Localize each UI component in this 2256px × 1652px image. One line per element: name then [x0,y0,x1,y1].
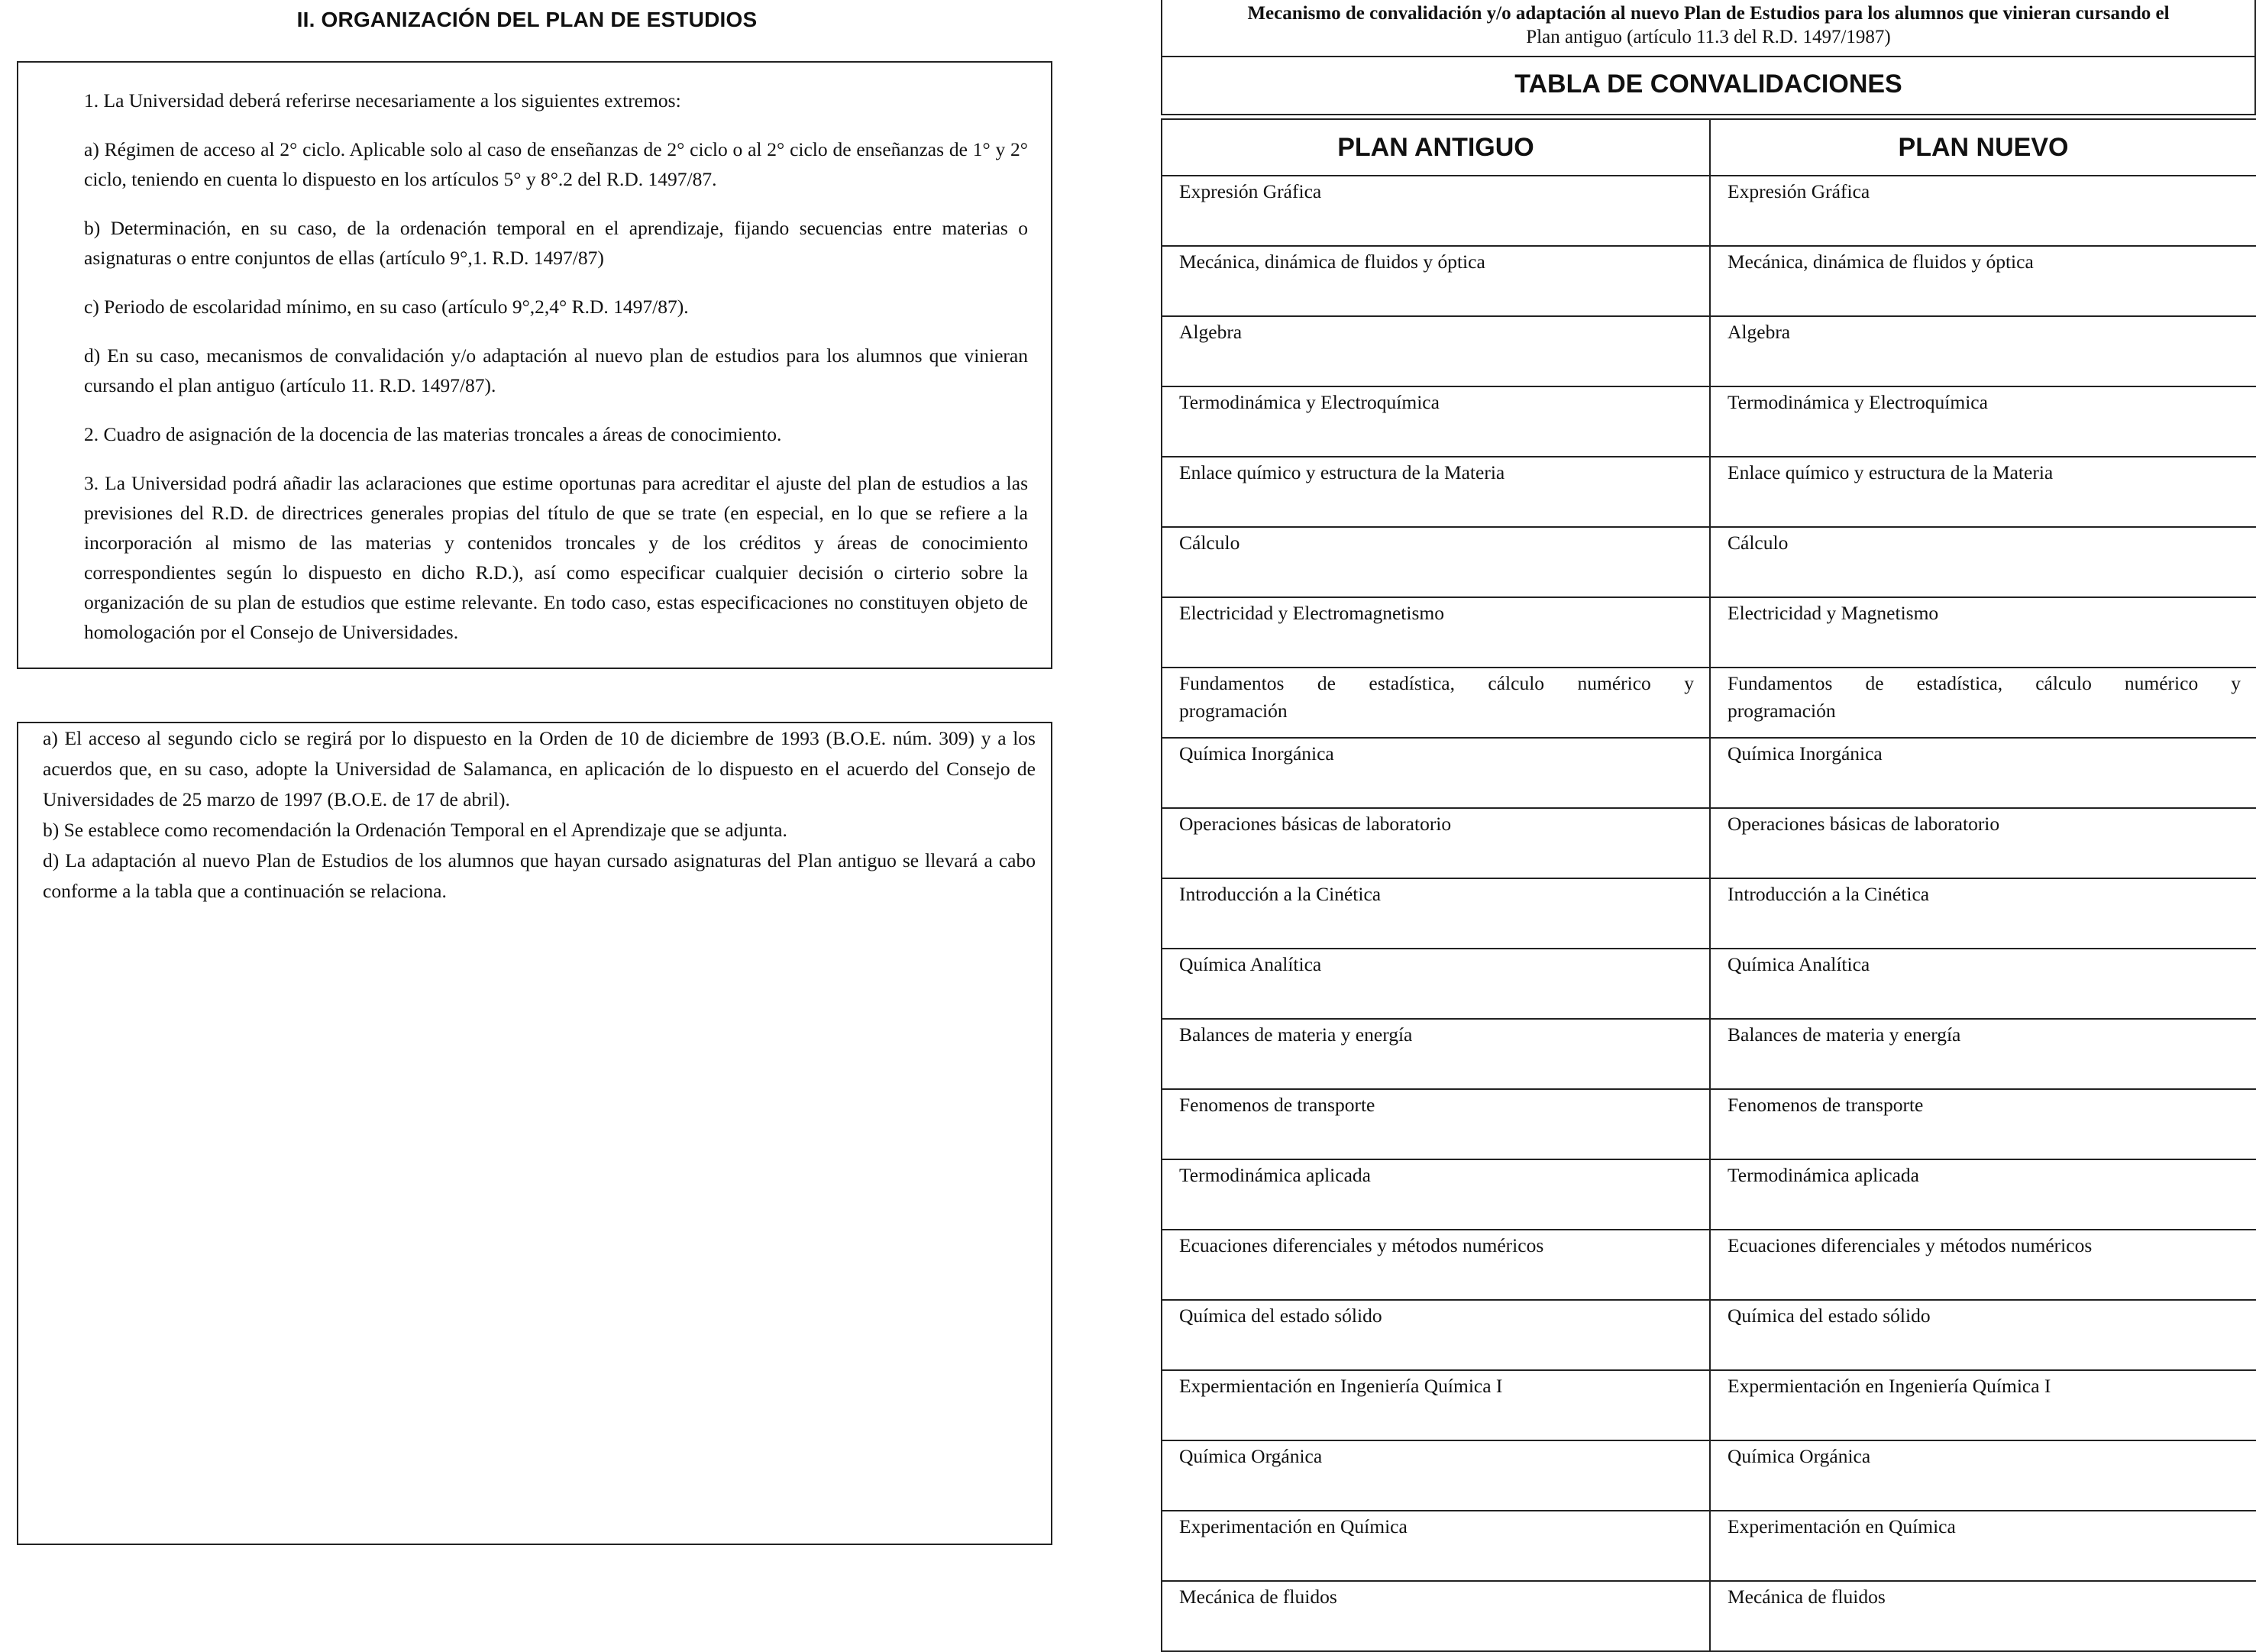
cell-text: Mecánica, dinámica de fluidos y óptica [1728,251,2034,273]
cell-plan-nuevo [1710,878,2256,949]
cell-text: Cálculo [1179,532,1240,554]
cell-text: Termodinámica y Electroquímica [1728,391,1988,413]
cell-text: Fenomenos de transporte [1179,1094,1375,1116]
table-row [1162,668,2256,738]
cell-plan-antiguo [1162,1300,1710,1370]
cell-text: Fenomenos de transporte [1728,1094,1924,1116]
table-row [1162,386,2256,457]
instructions-text [84,86,1028,666]
cell-plan-antiguo [1162,1581,1710,1651]
cell-plan-antiguo [1162,738,1710,808]
cell-text-line: programación [1179,700,1288,722]
cell-text: Balances de materia y energía [1179,1023,1413,1046]
cell-plan-nuevo [1710,1511,2256,1581]
cell-plan-nuevo [1710,527,2256,597]
cell-text-line: Fundamentos de estadística, cálculo numérico y [1179,672,1694,694]
cell-plan-antiguo [1162,1019,1710,1089]
cell-text: Termodinámica aplicada [1728,1164,1919,1186]
cell-text: Enlace químico y estructura de la Materia [1179,461,1505,483]
cell-text: Mecánica, dinámica de fluidos y óptica [1179,251,1485,273]
cell-plan-nuevo [1710,1440,2256,1511]
table-row [1162,527,2256,597]
convalidation-table [1161,118,2256,1652]
response-paragraph: a) El acceso al segundo ciclo se regirá por lo dispuesto en la Orden de 10 de diciembre de 1993 (B.O.E. núm. 309) y a los acuerdos que, en su caso, adopte la Universidad de Salamanca, en aplicación de lo dispuesto en el acuerdo del Consejo de Universidades de 25 marzo de 1997 (B.O.E. de 17 de abril). [43,727,1036,810]
cell-plan-antiguo [1162,878,1710,949]
cell-plan-nuevo [1710,386,2256,457]
cell-text: Química Orgánica [1728,1445,1871,1467]
cell-text: Expermientación en Ingeniería Química I [1728,1375,2051,1397]
cell-text: Ecuaciones diferenciales y métodos numéricos [1179,1234,1544,1256]
cell-text: Mecánica de fluidos [1728,1586,1886,1608]
cell-text: Algebra [1728,321,1791,343]
header-line: Mecanismo de convalidación y/o adaptación al nuevo Plan de Estudios para los alumnos que vinieran cursando el [1247,3,2170,24]
table-header-row [1162,119,2256,176]
cell-text: Operaciones básicas de laboratorio [1179,813,1452,835]
cell-plan-nuevo [1710,1089,2256,1159]
table-row [1162,738,2256,808]
column-header-plan-antiguo: PLAN ANTIGUO [1162,119,1710,176]
table-row [1162,316,2256,386]
cell-plan-nuevo [1710,1370,2256,1440]
table-row [1162,1511,2256,1581]
cell-text: Experimentación en Química [1728,1515,1956,1537]
cell-text-line: programación [1728,700,1836,722]
cell-text: Balances de materia y energía [1728,1023,1961,1046]
table-title: TABLA DE CONVALIDACIONES [1161,57,2256,115]
convalidation-header [1161,0,2256,57]
table-row [1162,1300,2256,1370]
cell-plan-antiguo [1162,316,1710,386]
cell-plan-antiguo [1162,1230,1710,1300]
cell-plan-antiguo [1162,808,1710,878]
cell-plan-nuevo [1710,1159,2256,1230]
cell-text: Química del estado sólido [1728,1304,1931,1327]
cell-plan-antiguo [1162,1089,1710,1159]
cell-plan-nuevo [1710,1581,2256,1651]
cell-plan-antiguo [1162,668,1710,738]
cell-text: Operaciones básicas de laboratorio [1728,813,2000,835]
cell-plan-antiguo [1162,1511,1710,1581]
response-paragraph: b) Se establece como recomendación la Ordenación Temporal en el Aprendizaje que se adjunta. [43,819,787,841]
table-row [1162,1159,2256,1230]
cell-text: Expresión Gráfica [1179,180,1322,202]
cell-text: Cálculo [1728,532,1789,554]
cell-text: Experimentación en Química [1179,1515,1408,1537]
cell-plan-nuevo [1710,176,2256,246]
cell-plan-antiguo [1162,246,1710,316]
column-header-plan-nuevo: PLAN NUEVO [1710,119,2256,176]
table-row [1162,457,2256,527]
cell-text: Ecuaciones diferenciales y métodos numéricos [1728,1234,2093,1256]
cell-text: Algebra [1179,321,1243,343]
cell-text-line: Fundamentos de estadística, cálculo numérico y [1728,672,2241,694]
response-paragraph: d) La adaptación al nuevo Plan de Estudios de los alumnos que hayan cursado asignaturas del Plan antiguo se llevará a cabo conforme a la tabla que a continuación se relaciona. [43,849,1036,902]
cell-text: Termodinámica y Electroquímica [1179,391,1440,413]
cell-text: Introducción a la Cinética [1728,883,1930,905]
cell-plan-antiguo [1162,386,1710,457]
cell-plan-antiguo [1162,527,1710,597]
header-line: Plan antiguo (artículo 11.3 del R.D. 1497/1987) [1526,27,1891,47]
cell-plan-nuevo [1710,949,2256,1019]
table-row [1162,1370,2256,1440]
cell-plan-antiguo [1162,176,1710,246]
instruction-paragraph: b) Determinación, en su caso, de la ordenación temporal en el aprendizaje, fijando secuencias entre materias o asignaturas o entre conjuntos de ellas (artículo 9°,1. R.D. 1497/87) [84,217,1028,269]
cell-plan-nuevo [1710,457,2256,527]
table-row [1162,1581,2256,1651]
cell-plan-antiguo [1162,457,1710,527]
cell-text: Expresión Gráfica [1728,180,1870,202]
section-title: II. ORGANIZACIÓN DEL PLAN DE ESTUDIOS [296,8,758,31]
cell-text: Termodinámica aplicada [1179,1164,1371,1186]
cell-text: Mecánica de fluidos [1179,1586,1337,1608]
instruction-paragraph: 3. La Universidad podrá añadir las aclaraciones que estime oportunas para acreditar el ajuste del plan de estudios a las previsiones del R.D. de directrices generales propias del título de que se trate (en especial, en lo que se refiere a la incorporación al mismo de las materias y contenidos troncales y de los créditos y áreas de conocimiento correspondientes según lo dispuesto en dicho R.D.), así como especificar cualquier decisión o cirterio sobre la organización de su plan de estudios que estime relevante. En todo caso, estas especificaciones no constituyen objeto de homologación por el Consejo de Universidades. [84,472,1028,643]
cell-plan-nuevo [1710,1300,2256,1370]
cell-text: Química Analítica [1728,953,1870,975]
instruction-paragraph: d) En su caso, mecanismos de convalidación y/o adaptación al nuevo plan de estudios para los alumnos que vinieran cursando el plan antiguo (artículo 11. R.D. 1497/87). [84,344,1028,396]
response-box [17,722,1052,1545]
table-body [1162,176,2256,1651]
cell-text: Electricidad y Magnetismo [1728,602,1939,624]
cell-plan-antiguo [1162,1370,1710,1440]
cell-plan-antiguo [1162,949,1710,1019]
cell-plan-nuevo [1710,316,2256,386]
cell-text: Química Inorgánica [1179,742,1334,765]
table-row [1162,246,2256,316]
table-row [1162,949,2256,1019]
instruction-paragraph: c) Periodo de escolaridad mínimo, en su caso (artículo 9°,2,4° R.D. 1497/87). [84,296,689,318]
instruction-paragraph: a) Régimen de acceso al 2° ciclo. Aplicable solo al caso de enseñanzas de 2° ciclo o al 2° ciclo de enseñanzas de 1° y 2° ciclo, teniendo en cuenta lo dispuesto en los artículos 5° y 8°.2 del R.D. 1497/87. [84,138,1028,190]
cell-text: Química Inorgánica [1728,742,1883,765]
cell-plan-nuevo [1710,668,2256,738]
instructions-box [17,61,1052,669]
cell-plan-nuevo [1710,1019,2256,1089]
table-row [1162,176,2256,246]
cell-text: Expermientación en Ingeniería Química I [1179,1375,1503,1397]
cell-plan-nuevo [1710,808,2256,878]
cell-plan-nuevo [1710,738,2256,808]
table-row [1162,1440,2256,1511]
cell-plan-nuevo [1710,1230,2256,1300]
response-text [43,723,1036,907]
instruction-paragraph: 2. Cuadro de asignación de la docencia de las materias troncales a áreas de conocimiento. [84,423,782,445]
cell-plan-nuevo [1710,597,2256,668]
cell-plan-antiguo [1162,1440,1710,1511]
cell-text: Introducción a la Cinética [1179,883,1382,905]
cell-plan-nuevo [1710,246,2256,316]
table-row [1162,1019,2256,1089]
table-row [1162,808,2256,878]
cell-plan-antiguo [1162,1159,1710,1230]
table-row [1162,1089,2256,1159]
cell-plan-antiguo [1162,597,1710,668]
cell-text: Enlace químico y estructura de la Materia [1728,461,2054,483]
cell-text: Química Orgánica [1179,1445,1323,1467]
instruction-paragraph: 1. La Universidad deberá referirse necesariamente a los siguientes extremos: [84,89,681,112]
cell-text: Electricidad y Electromagnetismo [1179,602,1444,624]
cell-text: Química Analítica [1179,953,1322,975]
table-row [1162,597,2256,668]
table-row [1162,1230,2256,1300]
cell-text: Química del estado sólido [1179,1304,1382,1327]
table-row [1162,878,2256,949]
